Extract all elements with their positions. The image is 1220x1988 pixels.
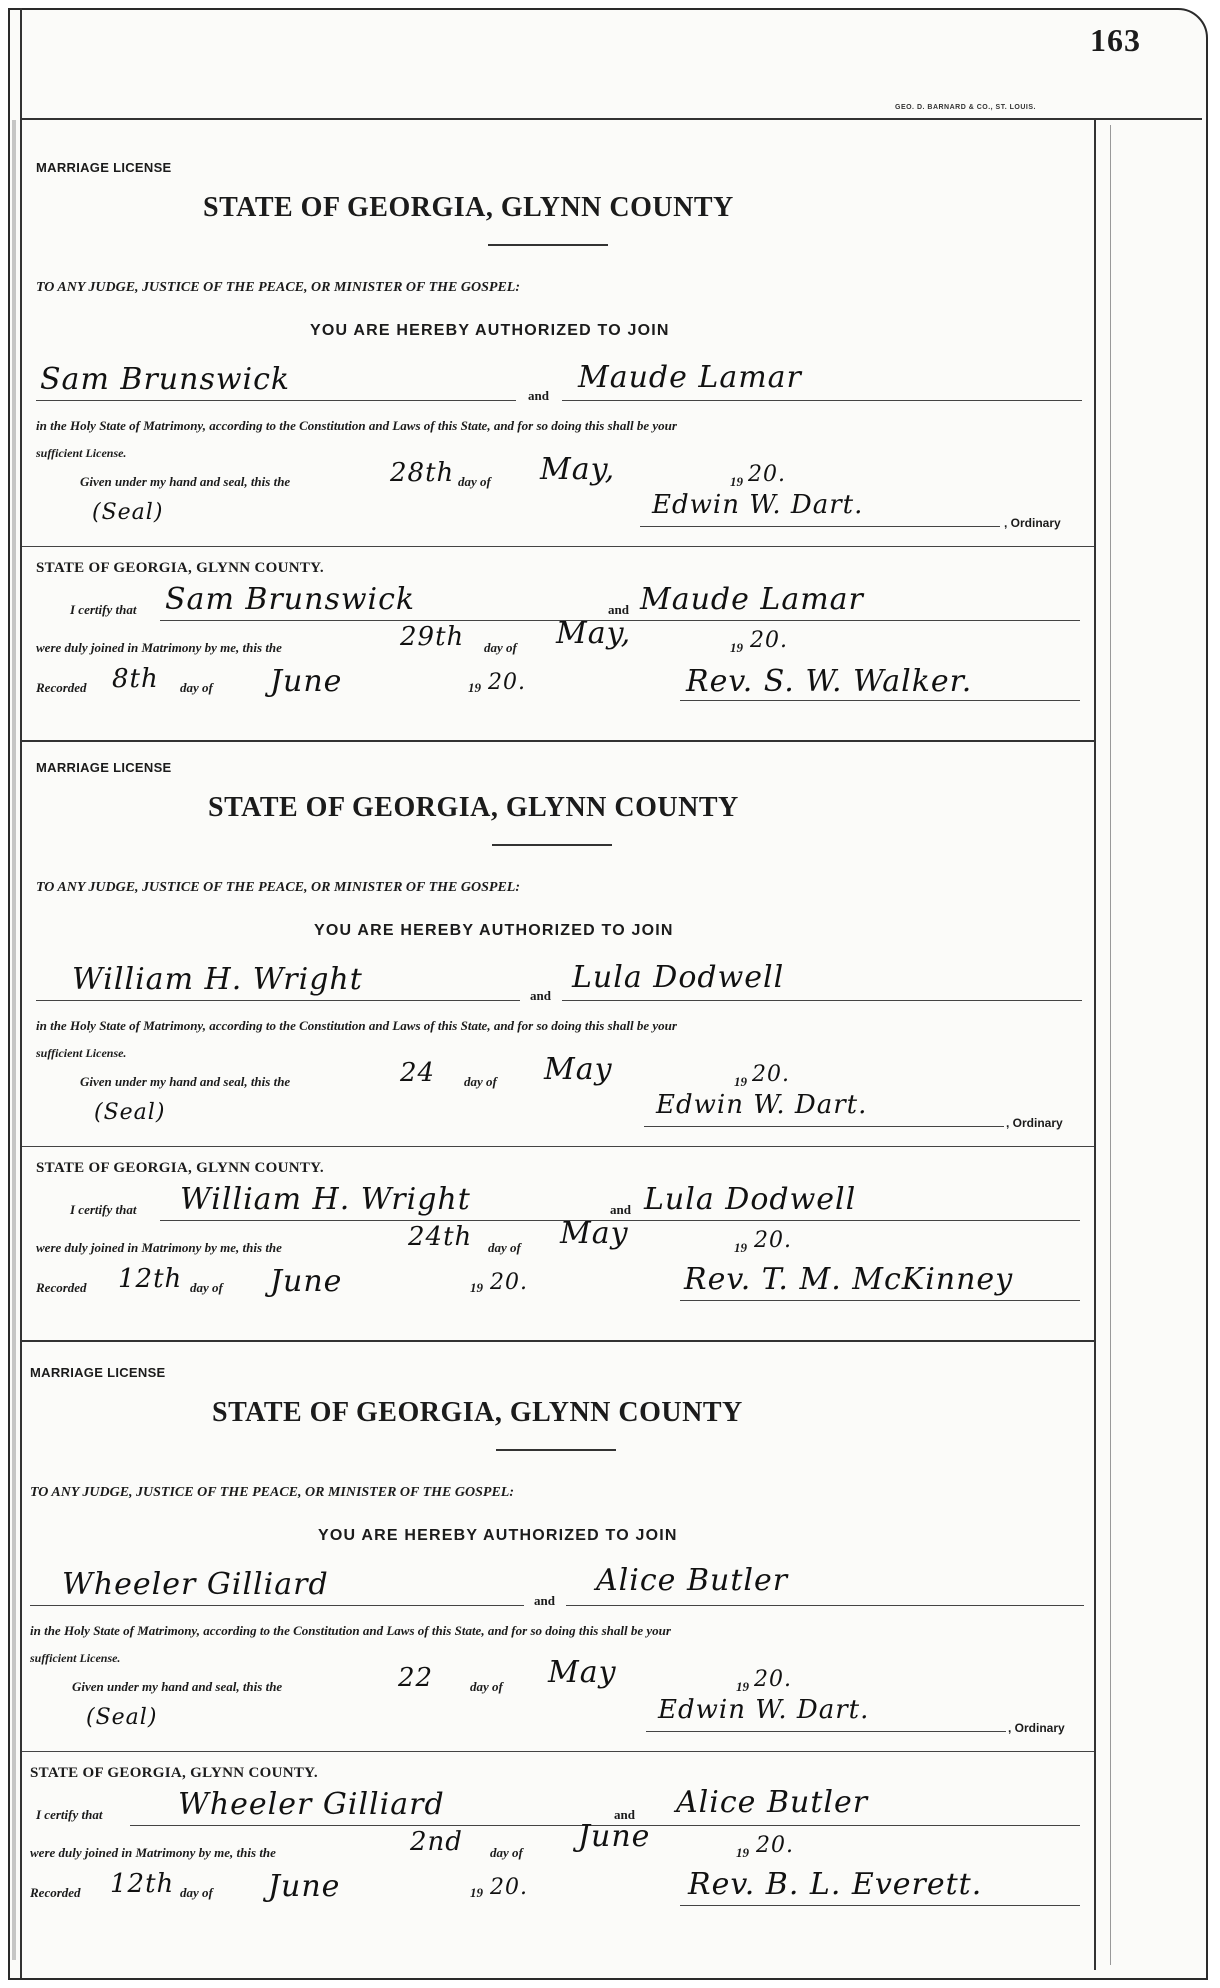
license-year: 20.	[752, 1062, 790, 1087]
ordinary-signature: Edwin W. Dart.	[656, 1090, 868, 1120]
given-label: Given under my hand and seal, this the	[80, 474, 291, 489]
joined-label: were duly joined in Matrimony by me, this the	[36, 1240, 282, 1255]
seal-mark: (Seal)	[86, 1705, 158, 1730]
officiant-signature: Rev. T. M. McKinney	[684, 1262, 1014, 1297]
year-prefix: 19	[734, 1074, 747, 1089]
section-separator	[22, 546, 1094, 547]
bride-name: Maude Lamar	[578, 360, 802, 395]
married-day: 24th	[408, 1222, 473, 1252]
certificate-groom: William H. Wright	[180, 1182, 471, 1217]
and-label: and	[528, 388, 549, 403]
recorded-day: 12th	[118, 1264, 183, 1294]
groom-line	[36, 1000, 520, 1001]
holy-state-line: in the Holy State of Matrimony, according to the Constitution and Laws of this State, and for so doing this shall be your	[30, 1623, 671, 1638]
and-label: and	[608, 602, 629, 617]
printer-imprint: GEO. D. BARNARD & CO., ST. LOUIS.	[895, 104, 1036, 111]
certificate-state: STATE OF GEORGIA, GLYNN COUNTY.	[36, 560, 324, 576]
recorded-day: 12th	[110, 1869, 175, 1899]
section-separator	[22, 1751, 1094, 1752]
seal-mark: (Seal)	[94, 1100, 166, 1125]
day-of-label: day of	[180, 1885, 213, 1900]
sufficient-license: sufficient License.	[36, 1046, 127, 1060]
year-prefix: 19	[734, 1240, 747, 1255]
given-label: Given under my hand and seal, this the	[72, 1679, 283, 1694]
license-year: 20.	[754, 1667, 792, 1692]
year-prefix: 19	[468, 680, 481, 695]
seal-mark: (Seal)	[92, 500, 164, 525]
license-label: MARRIAGE LICENSE	[36, 160, 172, 175]
recorded-month: June	[270, 1264, 343, 1299]
married-day: 2nd	[410, 1827, 463, 1857]
heading-rule	[492, 844, 612, 846]
record-divider	[22, 740, 1094, 742]
signature-line	[646, 1731, 1006, 1732]
top-rule	[22, 118, 1202, 120]
recorded-month: June	[270, 664, 343, 699]
right-margin-rule	[1094, 120, 1096, 1970]
married-year: 20.	[750, 628, 788, 653]
day-of-label: day of	[490, 1845, 523, 1860]
year-prefix: 19	[736, 1679, 749, 1694]
license-year: 20.	[748, 462, 786, 487]
certificate-groom: Wheeler Gilliard	[178, 1787, 445, 1822]
married-year: 20.	[756, 1833, 794, 1858]
license-month: May	[548, 1655, 617, 1690]
recorded-year: 20.	[490, 1875, 528, 1900]
heading-rule	[488, 244, 608, 246]
ordinary-label: , Ordinary	[1004, 516, 1061, 530]
given-label: Given under my hand and seal, this the	[80, 1074, 291, 1089]
holy-state-line: in the Holy State of Matrimony, according to the Constitution and Laws of this State, and for so doing this shall be your	[36, 418, 677, 433]
married-day: 29th	[400, 622, 465, 652]
record-heading: STATE OF GEORGIA, GLYNN COUNTY	[212, 1397, 743, 1428]
addressee-line: TO ANY JUDGE, JUSTICE OF THE PEACE, OR MINISTER OF THE GOSPEL:	[36, 880, 520, 895]
recorded-label: Recorded	[36, 1280, 87, 1295]
bride-line	[566, 1605, 1084, 1606]
ordinary-label: , Ordinary	[1008, 1721, 1065, 1735]
year-prefix: 19	[470, 1885, 483, 1900]
license-month: May	[544, 1052, 613, 1087]
year-prefix: 19	[730, 474, 743, 489]
recorded-month: June	[268, 1869, 341, 1904]
officiant-signature: Rev. S. W. Walker.	[686, 664, 973, 699]
license-label: MARRIAGE LICENSE	[30, 1365, 166, 1380]
groom-name: Wheeler Gilliard	[62, 1567, 329, 1602]
joined-label: were duly joined in Matrimony by me, this the	[36, 640, 282, 655]
holy-state-line: in the Holy State of Matrimony, according to the Constitution and Laws of this State, and for so doing this shall be your	[36, 1018, 677, 1033]
certificate-bride: Lula Dodwell	[644, 1182, 857, 1217]
day-of-label: day of	[488, 1240, 521, 1255]
bride-name: Alice Butler	[596, 1563, 789, 1598]
and-label: and	[614, 1807, 635, 1822]
year-prefix: 19	[730, 640, 743, 655]
heading-rule	[496, 1449, 616, 1451]
license-month: May,	[540, 452, 616, 487]
ordinary-signature: Edwin W. Dart.	[658, 1695, 870, 1725]
binding-shadow	[12, 120, 16, 1960]
groom-line	[36, 400, 516, 401]
day-of-label: day of	[458, 474, 491, 489]
signature-line	[640, 526, 1000, 527]
groom-name: Sam Brunswick	[40, 362, 291, 397]
bride-name: Lula Dodwell	[572, 960, 785, 995]
year-prefix: 19	[736, 1845, 749, 1860]
and-label: and	[610, 1202, 631, 1217]
groom-name: William H. Wright	[72, 962, 363, 997]
day-of-label: day of	[470, 1679, 503, 1694]
record-divider	[22, 1340, 1094, 1342]
ordinary-label: , Ordinary	[1006, 1116, 1063, 1130]
bride-line	[562, 400, 1082, 401]
recorded-label: Recorded	[30, 1885, 81, 1900]
license-label: MARRIAGE LICENSE	[36, 760, 172, 775]
record-heading: STATE OF GEORGIA, GLYNN COUNTY	[208, 792, 739, 823]
sufficient-license: sufficient License.	[30, 1651, 121, 1665]
license-day: 28th	[390, 458, 455, 488]
day-of-label: day of	[180, 680, 213, 695]
certificate-groom: Sam Brunswick	[165, 582, 416, 617]
and-label: and	[534, 1593, 555, 1608]
authorized-line: YOU ARE HEREBY AUTHORIZED TO JOIN	[314, 922, 674, 939]
officiant-line	[680, 1905, 1080, 1906]
day-of-label: day of	[190, 1280, 223, 1295]
bride-line	[562, 1000, 1082, 1001]
sufficient-license: sufficient License.	[36, 446, 127, 460]
married-month: June	[578, 1819, 651, 1854]
section-separator	[22, 1146, 1094, 1147]
certify-label: I certify that	[70, 602, 137, 617]
certify-label: I certify that	[36, 1807, 103, 1822]
certificate-bride: Alice Butler	[676, 1785, 869, 1820]
license-day: 24	[400, 1058, 436, 1088]
recorded-day: 8th	[112, 664, 159, 694]
addressee-line: TO ANY JUDGE, JUSTICE OF THE PEACE, OR MINISTER OF THE GOSPEL:	[30, 1485, 514, 1500]
recorded-year: 20.	[490, 1270, 528, 1295]
certificate-state: STATE OF GEORGIA, GLYNN COUNTY.	[30, 1765, 318, 1781]
record-heading: STATE OF GEORGIA, GLYNN COUNTY	[203, 192, 734, 223]
authorized-line: YOU ARE HEREBY AUTHORIZED TO JOIN	[310, 322, 670, 339]
groom-line	[30, 1605, 524, 1606]
day-of-label: day of	[464, 1074, 497, 1089]
married-month: May	[560, 1216, 629, 1251]
recorded-year: 20.	[488, 670, 526, 695]
and-label: and	[530, 988, 551, 1003]
married-year: 20.	[754, 1228, 792, 1253]
certificate-bride: Maude Lamar	[640, 582, 864, 617]
license-day: 22	[398, 1663, 434, 1693]
joined-label: were duly joined in Matrimony by me, this the	[30, 1845, 276, 1860]
day-of-label: day of	[484, 640, 517, 655]
right-margin-rule-inner	[1110, 125, 1111, 1965]
certify-label: I certify that	[70, 1202, 137, 1217]
ordinary-signature: Edwin W. Dart.	[652, 490, 864, 520]
officiant-line	[680, 1300, 1080, 1301]
addressee-line: TO ANY JUDGE, JUSTICE OF THE PEACE, OR MINISTER OF THE GOSPEL:	[36, 280, 520, 295]
officiant-line	[680, 700, 1080, 701]
recorded-label: Recorded	[36, 680, 87, 695]
certificate-state: STATE OF GEORGIA, GLYNN COUNTY.	[36, 1160, 324, 1176]
authorized-line: YOU ARE HEREBY AUTHORIZED TO JOIN	[318, 1527, 678, 1544]
married-month: May,	[556, 616, 632, 651]
gutter-line	[20, 8, 22, 1978]
year-prefix: 19	[470, 1280, 483, 1295]
signature-line	[644, 1126, 1004, 1127]
officiant-signature: Rev. B. L. Everett.	[688, 1867, 983, 1902]
page-number: 163	[1090, 22, 1141, 58]
